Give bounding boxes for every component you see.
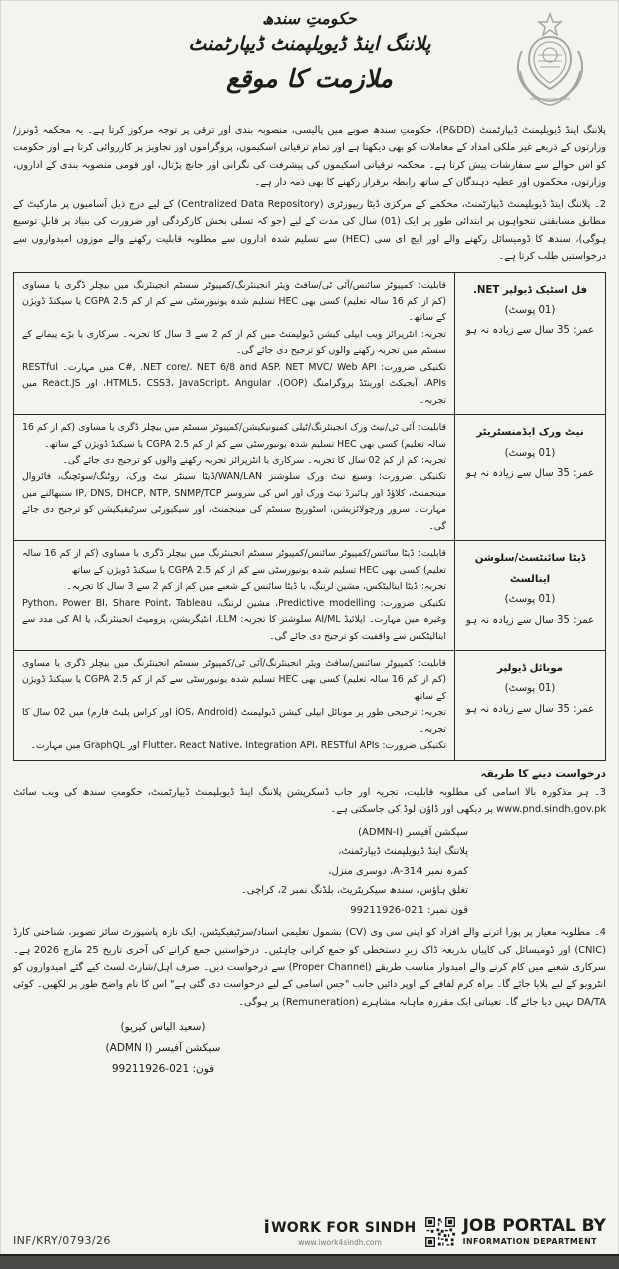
bottom-divider-bar	[0, 1254, 619, 1269]
position-cell	[454, 273, 605, 415]
posts-count: (01 پوسٹ)	[504, 683, 556, 695]
position-title: نیٹ ورک ایڈمنسٹریٹر	[476, 427, 584, 439]
qr-code-icon	[425, 1217, 455, 1247]
position-cell	[454, 651, 605, 760]
technical-text: تکنیکی ضرورت: ‎C#, .NET core/. NET 6/8 and ASP. NET MVC/ Web API میں مہارت۔ RESTful APIs، آبجیکٹ اورینٹڈ پروگرامنگ (OOP)، HTML5، CSS3، JavaScript، Angular، اور React.JS میں تجربہ۔	[22, 361, 446, 406]
address-department-line: پلاننگ اینڈ ڈیویلپمنٹ ڈیپارٹمنٹ،	[338, 846, 468, 858]
position-cell	[454, 541, 605, 650]
address-room-line: کمرہ نمبر A-314، دوسری منزل،	[328, 865, 468, 877]
page-title: ملازمت کا موقع	[226, 63, 393, 93]
age-limit: عمر: 35 سال سے زیادہ نہ ہو	[465, 614, 595, 626]
qualification-text: قابلیت: آئی ٹی/نیٹ ورک انجینئرنگ/ٹیلی کمیونیکیشن/کمپیوٹر سسٹم میں بیچلر ڈگری یا مساوی (کم از کم 16 سالہ تعلیم) کسی بھی HEC تسلیم شدہ یونیورسٹی سے کم از کم CGPA 2.5 یا سیکنڈ ڈویژن کے ساتھ۔	[22, 422, 446, 450]
experience-text: تجربہ: ڈیٹا اینالیٹکس، مشین لرننگ، یا ڈیٹا سائنس کے شعبے میں کم از کم 2 سے 3 سال کا تجربہ۔	[66, 581, 446, 593]
address-building-line: تغلق ہاؤس، سندھ سیکریٹریٹ، بلڈنگ نمبر 2، کراچی۔	[240, 885, 468, 897]
experience-text: تجربہ: کم از کم 02 سال کا تجربہ۔ سرکاری یا انٹرپرائز تجربہ رکھنے والوں کو ترجیح دی جائے گی۔	[62, 455, 446, 467]
signature-block	[13, 1017, 273, 1080]
address-phone-line: فون نمبر: 021-99211926	[350, 904, 468, 916]
age-limit: عمر: 35 سال سے زیادہ نہ ہو	[465, 467, 595, 479]
job-portal-subtitle: INFORMATION DEPARTMENT	[462, 1236, 597, 1246]
department-title: پلاننگ اینڈ ڈیویلپمنٹ ڈیپارٹمنٹ	[188, 33, 431, 56]
position-title: فل اسٹیک ڈیولپر ‎.NET	[472, 284, 588, 296]
qualification-text: قابلیت: کمپیوٹر سائنس/آئی ٹی/سافٹ ویئر انجینئرنگ/کمپیوٹر سسٹم انجینئرنگ میں بیچلر ڈگری یا مساوی (کم از کم 16 سالہ تعلیم) کسی بھی HEC تسلیم شدہ یونیورسٹی سے کم از کم CGPA 2.5 یا سیکنڈ ڈویژن کے ساتھ۔	[22, 279, 447, 324]
apply-heading: درخواست دینے کا طریقہ	[480, 767, 606, 780]
technical-text: تکنیکی ضرورت: Predictive modelling، مشین لرننگ، Python، Power BI، Share Point، Tableau وغیرہ میں مہارت۔ اپلائیڈ AI/ML سلوشنز کا تجربہ: LLM، انٹیگریشن، پرومپٹ انجینئرنگ، یا AI کی مدد سے اینالیٹکس سے واقفیت کو ترجیح دی جائے گی۔	[22, 597, 446, 642]
age-limit: عمر: 35 سال سے زیادہ نہ ہو	[465, 703, 595, 715]
section-officer-line: سیکشن آفیسر (ADMN-I)	[358, 826, 468, 838]
header	[13, 6, 606, 118]
intro-paragraph-1: پلاننگ اینڈ ڈیویلپمنٹ ڈیپارٹمنٹ (P&DD)، حکومتِ سندھ صوبے میں پالیسی، منصوبہ بندی اور ترقی پر توجہ مرکوز کرتا ہے۔ یہ محکمہ ڈونرز/وزارتوں کے ذریعے غیر ملکی امداد کے معاملات کو بھی دیکھتا ہے اور تمام ترقیاتی اسکیموں، پروگراموں اور تجاویز پر کارروائی کرتا ہے اور حکومت کو اس حوالے سے سفارشات پیش کرتا ہے۔ محکمہ ترقیاتی اسکیموں کی پیشرفت کی نگرانی اور جانچ پڑتال، اور قومی منصوبہ بندی کے اداروں، وزارتوں، محکموں اور عطیہ دہندگان کے ساتھ رابطہ برقرار رکھنے کا بھی ذمہ دار ہے۔	[13, 125, 606, 189]
position-cell	[454, 415, 605, 540]
experience-text: تجربہ: انٹرپرائز ویب ایپلی کیشن ڈیولپمنٹ میں کم از کم 2 سے 3 سال کا تجربہ۔ سرکاری یا بڑے پیمانے کے سسٹم میں تجربہ رکھنے والوں کو ترجیح دی جائے گی۔	[22, 328, 447, 357]
intro-paragraph-2: 2۔ پلاننگ اینڈ ڈیویلپمنٹ ڈیپارٹمنٹ، محکمے کے مرکزی ڈیٹا ریپوزٹری (Centralized Data Repository) کے لیے درج ذیل آسامیوں پر مارکیٹ کے مطابق مسابقتی تنخواہوں پر ابتدائی طور پر ایک (01) سال کی مدت کے لیے (جو کہ تسلی بخش کارکردگی اور ضرورت کی بنیاد پر قابلِ توسیع ہوگی)، سندھ کا ڈومیسائل رکھنے والے اور ایچ ای سی (HEC) سے تسلیم شدہ اداروں سے مطلوبہ قابلیت رکھنے والے موزوں امیدواروں سے درخواستیں طلب کرتا ہے۔	[13, 198, 606, 263]
technical-text: تکنیکی ضرورت: وسیع نیٹ ورک سلوشنز WAN/LAN/ڈیٹا سینٹر نیٹ ورک، روٹنگ/سوئچنگ، فائروال مینجمنٹ، کلاؤڈ اور ہائبرڈ نیٹ ورک اور اس کی سروسز ‎IP, DNS, DHCP, NTP, SNMP/TCP سنبھالنے میں مہارت۔ سرور ورچولائزیشن، اسٹوریج سسٹم کی مینجمنٹ، اور سیکیورٹی سرٹیفیکیشن کو ترجیح دی جائے گی۔	[22, 471, 446, 532]
table-row-mobile-developer	[14, 651, 605, 760]
footer	[13, 1216, 606, 1247]
position-title: ڈیٹا سائنٹسٹ/سلوشن اینالسٹ	[474, 553, 586, 585]
signatory-title: سیکشن آفیسر (ADMN I)	[105, 1042, 221, 1055]
government-title: حکومتِ سندھ	[262, 9, 357, 28]
age-limit: عمر: 35 سال سے زیادہ نہ ہو	[465, 325, 595, 337]
signatory-name: (سعید الیاس کیریو)	[120, 1021, 206, 1034]
posts-count: (01 پوسٹ)	[504, 304, 556, 316]
details-cell	[14, 651, 454, 760]
sindh-emblem-icon	[500, 10, 600, 112]
officer-address-block	[13, 823, 606, 921]
technical-text: تکنیکی ضرورت: Flutter، React Native، Integration API، RESTful APIs اور GraphQL میں مہارت۔	[30, 740, 446, 752]
i-logo-icon: i	[263, 1217, 271, 1238]
job-portal-logo	[462, 1215, 606, 1246]
signatory-phone: فون: 021-99211926	[111, 1063, 215, 1076]
work-for-sindh-text: WORK FOR SINDH	[271, 1220, 417, 1236]
table-row-network-administrator	[14, 415, 605, 541]
position-title: موبائل ڈیولپر	[497, 663, 563, 675]
details-cell	[14, 541, 454, 650]
posts-count: (01 پوسٹ)	[504, 447, 556, 459]
job-portal-title: JOB PORTAL BY	[462, 1215, 606, 1236]
qualification-text: قابلیت: ڈیٹا سائنس/کمپیوٹر سائنس/کمپیوٹر سسٹم انجینئرنگ میں بیچلر ڈگری یا مساوی (کم از کم 16 سالہ تعلیم) کسی بھی HEC تسلیم شدہ یونیورسٹی سے کم از کم CGPA 2.5 یا سیکنڈ ڈویژن کے ساتھ	[22, 548, 446, 576]
table-row-data-scientist	[14, 541, 605, 651]
apply-paragraph-3: 3۔ ہر مذکورہ بالا اسامی کی مطلوبہ قابلیت، تجربہ اور جاب ڈسکرپشن پلاننگ اینڈ ڈیویلپمنٹ ڈیپارٹمنٹ، حکومتِ سندھ کی ویب سائٹ www.pnd.sindh.gov.pk پر دیکھی اور ڈاؤن لوڈ کی جاسکتی ہے۔	[13, 786, 606, 816]
positions-table	[13, 272, 606, 761]
table-row-fullstack-developer	[14, 273, 605, 416]
posts-count: (01 پوسٹ)	[504, 594, 556, 606]
details-cell	[14, 273, 454, 415]
experience-text: تجربہ: ترجیحی طور پر موبائل ایپلی کیشن ڈیولپمنٹ (iOS، Android اور کراس پلیٹ فارم) میں 02 سال کا تجربہ۔	[22, 707, 446, 735]
footer-logos	[264, 1216, 606, 1247]
details-cell	[14, 415, 454, 540]
apply-paragraph-4: 4۔ مطلوبہ معیار پر پورا اترنے والے افراد کو اپنی سی وی (CV) بشمول تعلیمی اسناد/سرٹیفیکیٹس، ایک تازہ پاسپورٹ سائز تصویر، شناختی کارڈ (CNIC) اور ڈومیسائل کی کاپیاں بذریعہ ڈاک زیرِ دستخطی کو جمع کرانی چاہئیں۔ درخواستیں جمع کرانے کی آخری تاریخ 25 مارچ 2026 ہے۔ سرکاری شعبے میں کام کرنے والے امیدوار مناسب طریقے (Proper Channel) سے درخواست دیں۔ صرف اہل/شارٹ لسٹ کیے گئے امیدواروں کو انٹرویو کے لیے بلایا جائے گا۔ براہ کرم لفافے کے اوپر دائیں جانب "جس اسامی کے لیے درخواست دی گئی ہے" اس کا نام واضح طور پر لکھیں۔ کوئی DA/TA نہیں دیا جائے گا۔ تعیناتی ایک مقررہ ماہانہ مشاہرے (Remuneration) پر ہوگی۔	[13, 927, 606, 1008]
ad-reference-number: INF/KRY/0793/26	[13, 1234, 111, 1247]
work-for-sindh-url: www.iwork4sindh.com	[298, 1238, 382, 1247]
work-for-sindh-logo	[264, 1216, 417, 1247]
qualification-text: قابلیت: کمپیوٹر سائنس/سافٹ ویئر انجینئرنگ/آئی ٹی/کمپیوٹر سسٹم انجینئرنگ میں بیچلر ڈگری یا مساوی (کم از کم 16 سالہ تعلیم) کسی بھی HEC تسلیم شدہ یونیورسٹی سے کم از کم CGPA 2.5 یا سیکنڈ ڈویژن کے ساتھ	[22, 658, 447, 702]
